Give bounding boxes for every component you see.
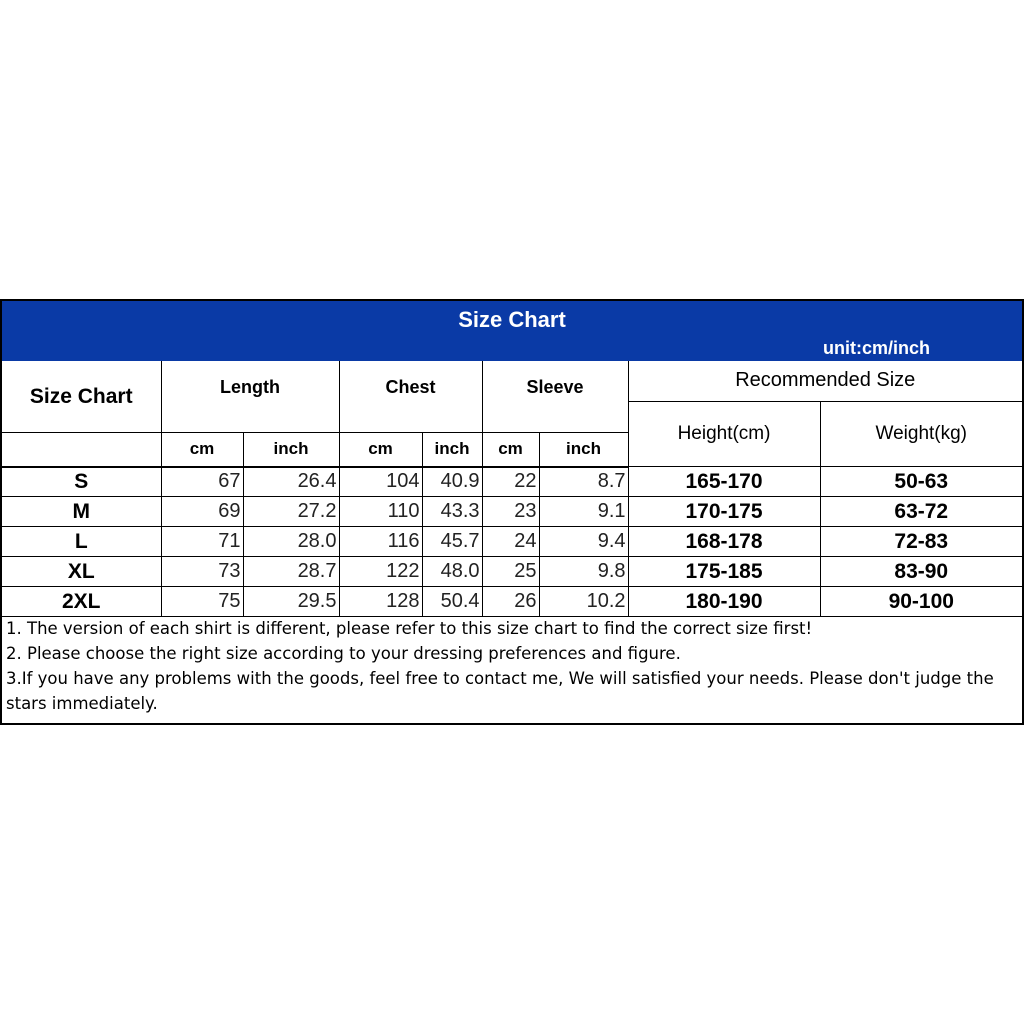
weight-cell: 90-100 <box>820 587 1022 617</box>
size-header-bottom <box>2 433 161 467</box>
length-inch-cell: 26.4 <box>243 467 339 497</box>
sleeve-header: Sleeve <box>482 361 628 433</box>
sleeve-cm-cell: 25 <box>482 557 539 587</box>
chest-cm-cell: 122 <box>339 557 422 587</box>
height-cell: 175-185 <box>628 557 820 587</box>
height-header: Height(cm) <box>628 401 820 467</box>
weight-cell: 83-90 <box>820 557 1022 587</box>
chest-cm-cell: 128 <box>339 587 422 617</box>
length-cm-cell: 73 <box>161 557 243 587</box>
height-cell: 168-178 <box>628 527 820 557</box>
chest-cm-header: cm <box>339 433 422 467</box>
size-cell: S <box>2 467 161 497</box>
chest-inch-header: inch <box>422 433 482 467</box>
sleeve-inch-cell: 9.8 <box>539 557 628 587</box>
sleeve-cm-cell: 22 <box>482 467 539 497</box>
weight-cell: 63-72 <box>820 497 1022 527</box>
length-cm-cell: 75 <box>161 587 243 617</box>
length-inch-header: inch <box>243 433 339 467</box>
length-cm-cell: 71 <box>161 527 243 557</box>
recommended-size-header: Recommended Size <box>628 361 1022 401</box>
sleeve-inch-cell: 10.2 <box>539 587 628 617</box>
sleeve-cm-cell: 26 <box>482 587 539 617</box>
sleeve-cm-cell: 23 <box>482 497 539 527</box>
size-cell: L <box>2 527 161 557</box>
note-item: 1. The version of each shirt is different, please refer to this size chart to find the correct size first! <box>6 619 813 638</box>
sleeve-inch-cell: 9.4 <box>539 527 628 557</box>
sleeve-inch-header: inch <box>539 433 628 467</box>
weight-cell: 50-63 <box>820 467 1022 497</box>
weight-header: Weight(kg) <box>820 401 1022 467</box>
length-cm-cell: 69 <box>161 497 243 527</box>
note-item: 3.If you have any problems with the goods, feel free to contact me, We will satisfied your needs. Please don't judge the stars immediately. <box>6 669 994 713</box>
notes <box>6 616 1016 716</box>
size-cell: XL <box>2 557 161 587</box>
chest-inch-cell: 40.9 <box>422 467 482 497</box>
table-row <box>2 557 1022 587</box>
height-cell: 180-190 <box>628 587 820 617</box>
header-band <box>2 301 1022 361</box>
size-table <box>2 361 1022 617</box>
chest-inch-cell: 48.0 <box>422 557 482 587</box>
sleeve-cm-header: cm <box>482 433 539 467</box>
table-row <box>2 497 1022 527</box>
chest-inch-cell: 45.7 <box>422 527 482 557</box>
header-row <box>2 361 1022 401</box>
size-chart <box>0 299 1024 725</box>
length-inch-cell: 29.5 <box>243 587 339 617</box>
length-inch-cell: 28.0 <box>243 527 339 557</box>
length-cm-cell: 67 <box>161 467 243 497</box>
size-column-header: Size Chart <box>2 361 161 433</box>
table-row <box>2 467 1022 497</box>
sleeve-inch-cell: 9.1 <box>539 497 628 527</box>
chest-cm-cell: 116 <box>339 527 422 557</box>
length-inch-cell: 27.2 <box>243 497 339 527</box>
chest-cm-cell: 110 <box>339 497 422 527</box>
length-cm-header: cm <box>161 433 243 467</box>
note-item: 2. Please choose the right size according to your dressing preferences and figure. <box>6 644 681 663</box>
weight-cell: 72-83 <box>820 527 1022 557</box>
height-cell: 170-175 <box>628 497 820 527</box>
chest-inch-cell: 43.3 <box>422 497 482 527</box>
unit-label: unit:cm/inch <box>823 338 930 358</box>
size-cell: 2XL <box>2 587 161 617</box>
sleeve-inch-cell: 8.7 <box>539 467 628 497</box>
chest-inch-cell: 50.4 <box>422 587 482 617</box>
chest-header: Chest <box>339 361 482 433</box>
length-header: Length <box>161 361 339 433</box>
height-cell: 165-170 <box>628 467 820 497</box>
table-row <box>2 587 1022 617</box>
table-row <box>2 527 1022 557</box>
length-inch-cell: 28.7 <box>243 557 339 587</box>
chest-cm-cell: 104 <box>339 467 422 497</box>
sleeve-cm-cell: 24 <box>482 527 539 557</box>
size-cell: M <box>2 497 161 527</box>
chart-title: Size Chart <box>458 307 566 332</box>
